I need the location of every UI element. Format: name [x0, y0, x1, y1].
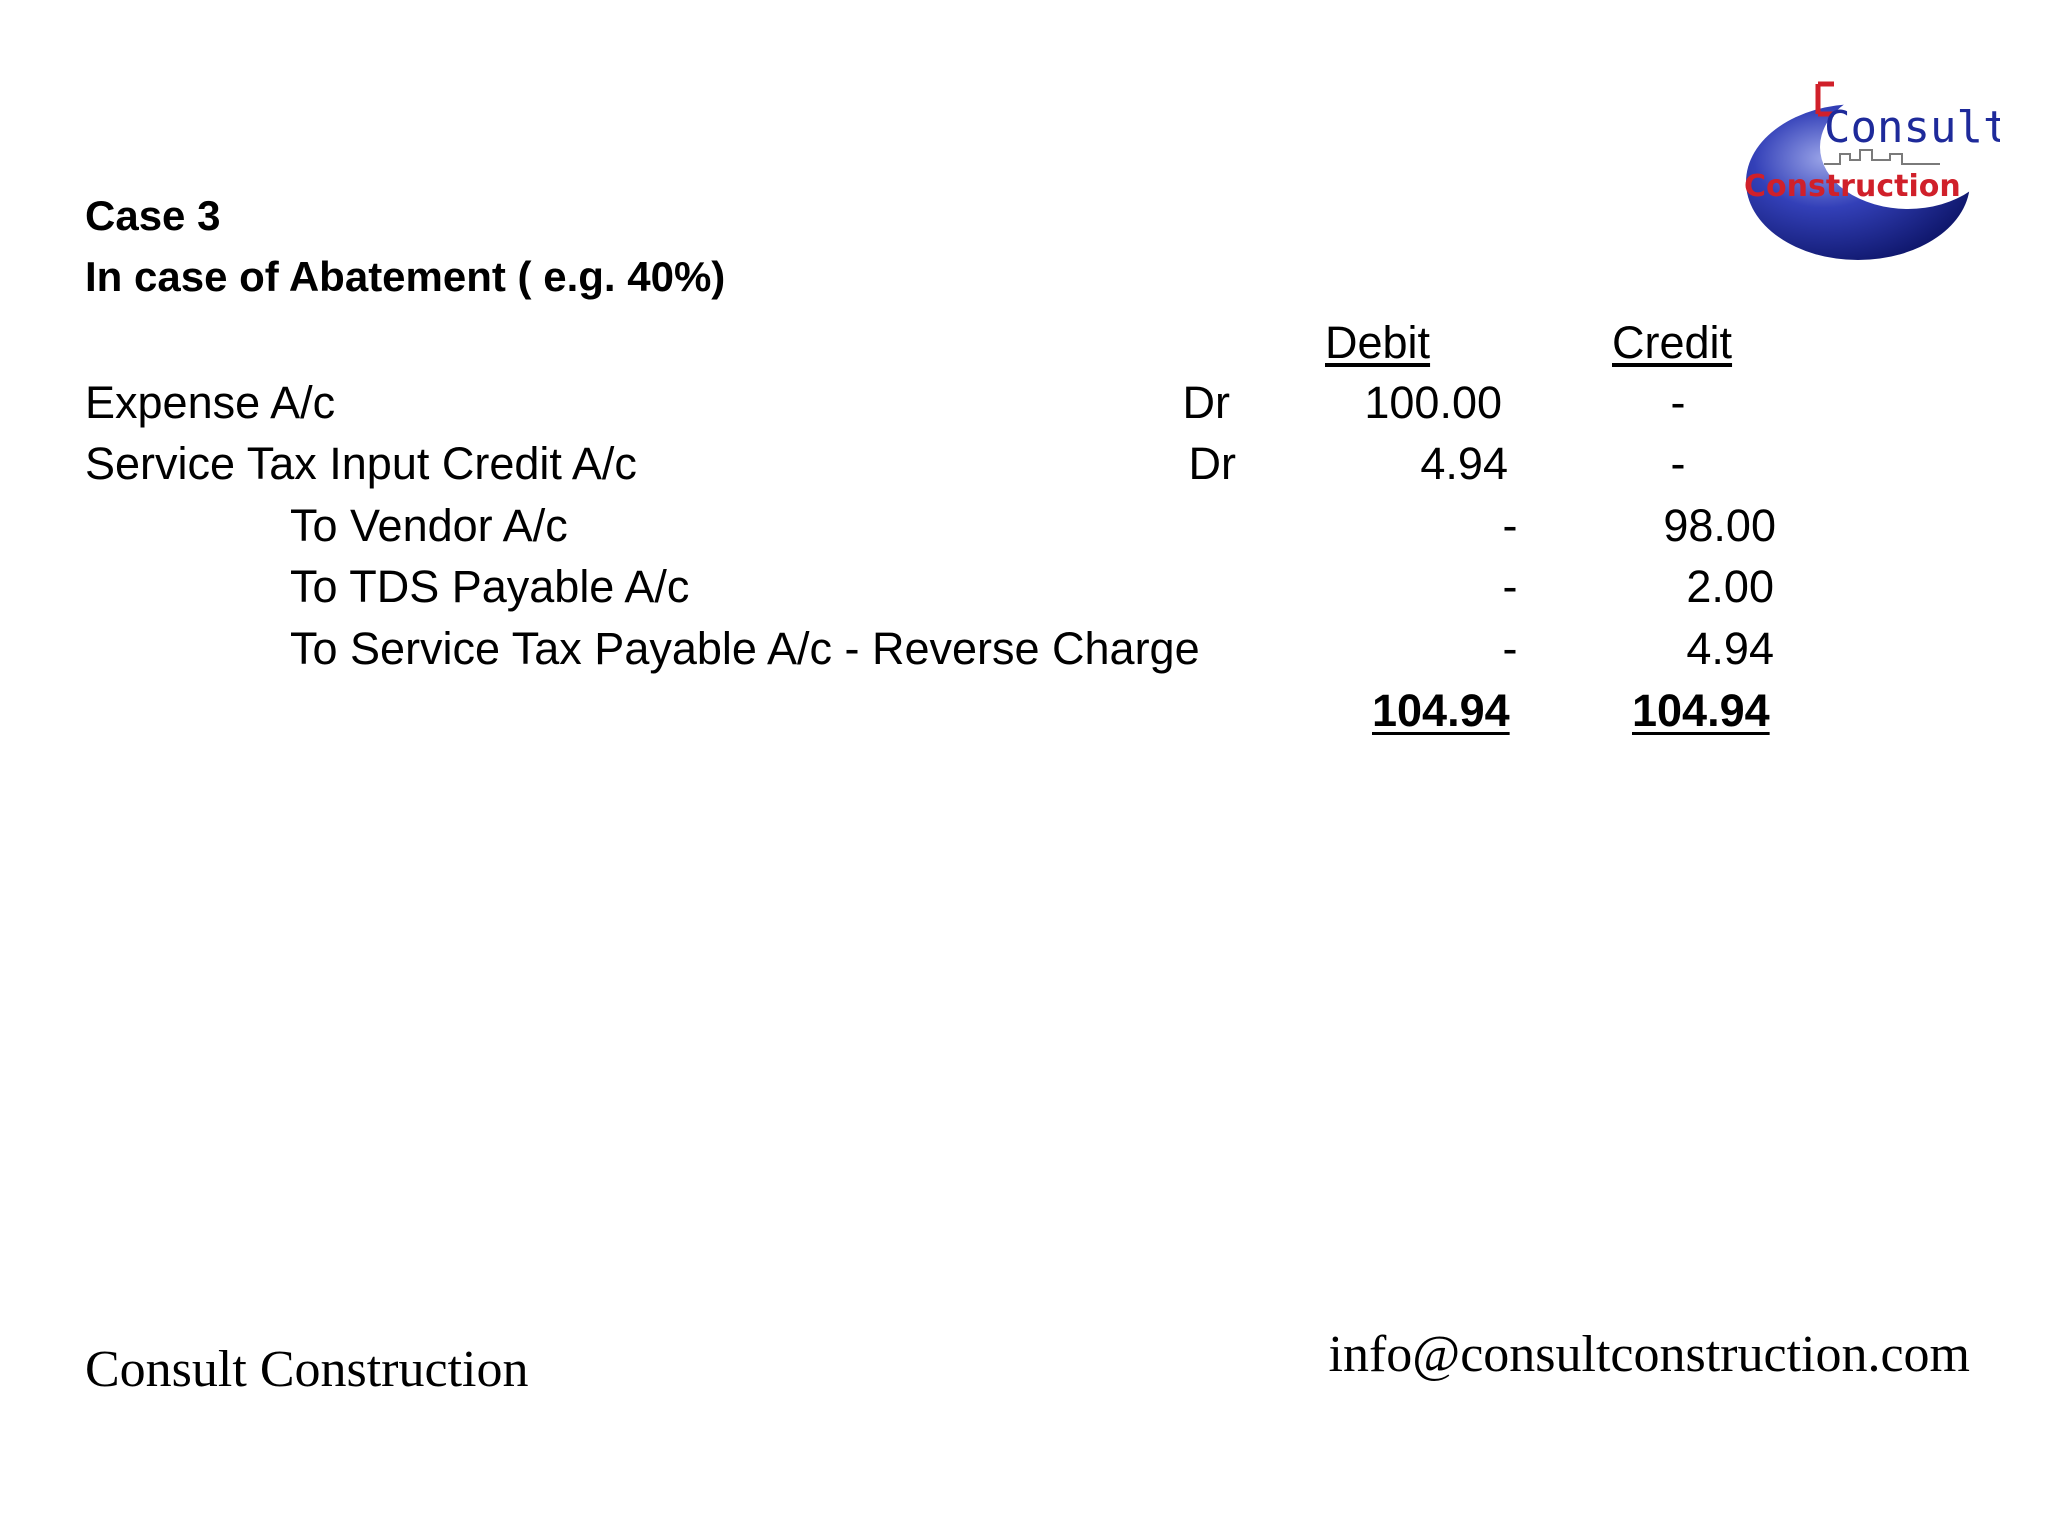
journal-row-account: To Service Tax Payable A/c - Reverse Charge — [290, 623, 1200, 674]
debit-total: 104.94 — [1372, 685, 1510, 736]
journal-row-dr: Dr — [1182, 377, 1230, 428]
journal-row-account: To TDS Payable A/c — [290, 561, 690, 612]
journal-row-account: Service Tax Input Credit A/c — [85, 438, 637, 489]
debit-column-header: Debit — [1325, 317, 1431, 368]
journal-row-credit: - — [1670, 438, 1686, 489]
journal-row-debit: - — [1502, 623, 1518, 674]
journal-row-debit: 100.00 — [1364, 377, 1502, 428]
journal-row-account: Expense A/c — [85, 377, 336, 428]
case-subtitle: In case of Abatement ( e.g. 40%) — [85, 253, 726, 300]
journal-row-dr: Dr — [1188, 438, 1236, 489]
svg-text:Construction: Construction — [1744, 169, 1961, 204]
journal-row-debit: - — [1502, 500, 1518, 551]
journal-row-credit: 2.00 — [1686, 561, 1774, 612]
footer-company-name: Consult Construction — [85, 1341, 529, 1398]
consult-construction-logo — [1740, 42, 2000, 272]
journal-row-credit: - — [1670, 377, 1686, 428]
journal-row-debit: 4.94 — [1420, 438, 1508, 489]
journal-row-debit: - — [1502, 561, 1518, 612]
case-title: Case 3 — [85, 192, 221, 239]
credit-column-header: Credit — [1612, 317, 1733, 368]
footer-email: info@consultconstruction.com — [1328, 1326, 1970, 1383]
logo-graphic — [1740, 42, 2000, 272]
journal-row-account: To Vendor A/c — [290, 500, 568, 551]
svg-text:Consult: Consult — [1824, 102, 2000, 153]
journal-row-credit: 98.00 — [1663, 500, 1776, 551]
credit-total: 104.94 — [1632, 685, 1770, 736]
journal-row-credit: 4.94 — [1686, 623, 1774, 674]
